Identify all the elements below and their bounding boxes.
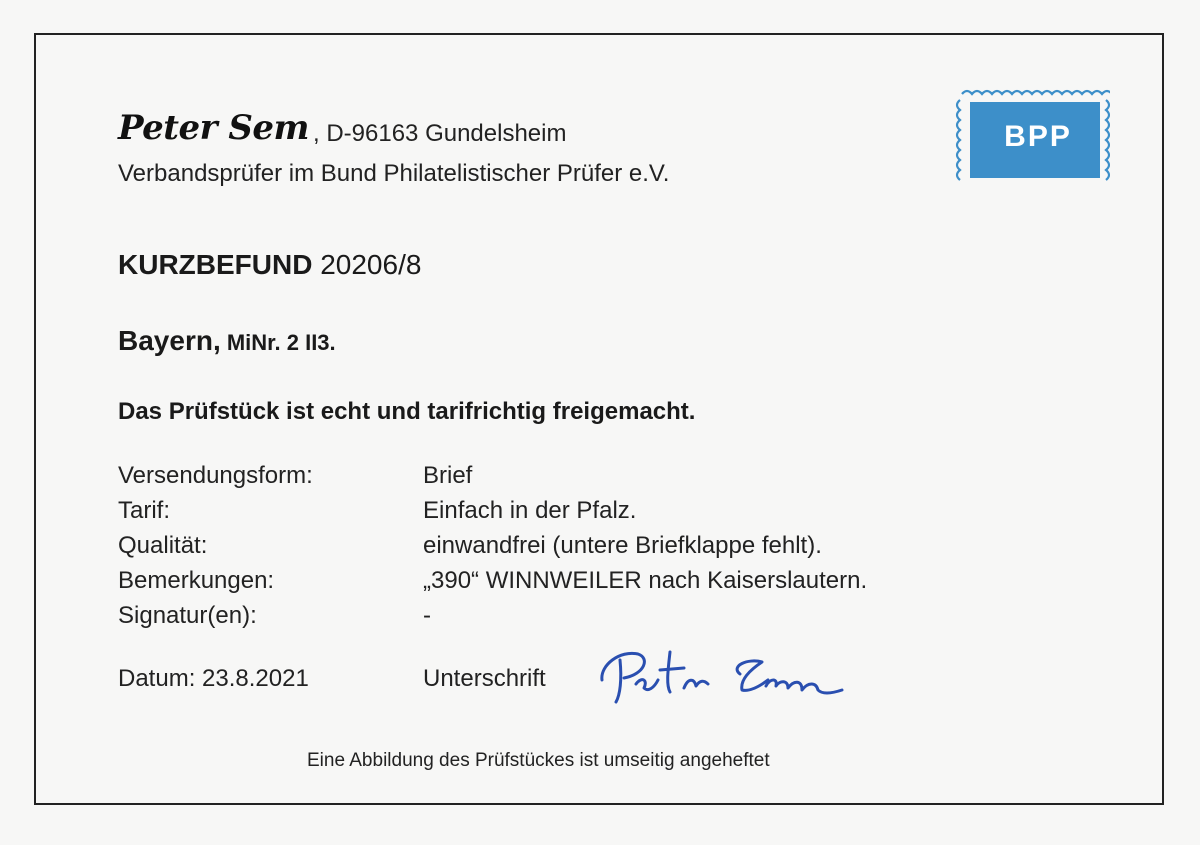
detail-label-tarif: Tarif:: [118, 497, 171, 524]
verdict-statement: Das Prüfstück ist echt und tarifrichtig freigemacht.: [118, 398, 696, 425]
bpp-logo-text: BPP: [1004, 120, 1072, 153]
detail-label-bemerkungen: Bemerkungen:: [118, 567, 275, 594]
detail-label-versendungsform: Versendungsform:: [118, 462, 313, 489]
item-heading: [118, 325, 336, 357]
report-label: KURZBEFUND: [118, 249, 313, 280]
footer-note: Eine Abbildung des Prüfstückes ist umseitig angeheftet: [307, 750, 770, 771]
report-heading: [118, 249, 421, 281]
bpp-logo: [954, 86, 1110, 182]
detail-value-bemerkungen: „390“ WINNWEILER nach Kaiserslautern.: [423, 567, 868, 594]
detail-value-qualitaet: einwandfrei (untere Briefklappe fehlt).: [423, 532, 822, 559]
handwritten-signature: [590, 640, 860, 720]
date-line: Datum: 23.8.2021: [118, 665, 309, 692]
detail-value-versendungsform: Brief: [423, 462, 473, 489]
detail-label-qualitaet: Qualität:: [118, 532, 208, 559]
item-region: Bayern,: [118, 325, 221, 356]
examiner-affiliation: Verbandsprüfer im Bund Philatelistischer Prüfer e.V.: [118, 160, 670, 187]
detail-value-signaturen: -: [423, 602, 431, 629]
examiner-address: , D-96163 Gundelsheim: [313, 120, 567, 147]
item-catalog-number: MiNr. 2 II3.: [220, 330, 336, 355]
detail-value-tarif: Einfach in der Pfalz.: [423, 497, 637, 524]
signature-label: Unterschrift: [423, 665, 546, 692]
report-number: 20206/8: [312, 249, 422, 280]
detail-label-signaturen: Signatur(en):: [118, 602, 257, 629]
examiner-name: Peter Sem: [118, 108, 310, 148]
